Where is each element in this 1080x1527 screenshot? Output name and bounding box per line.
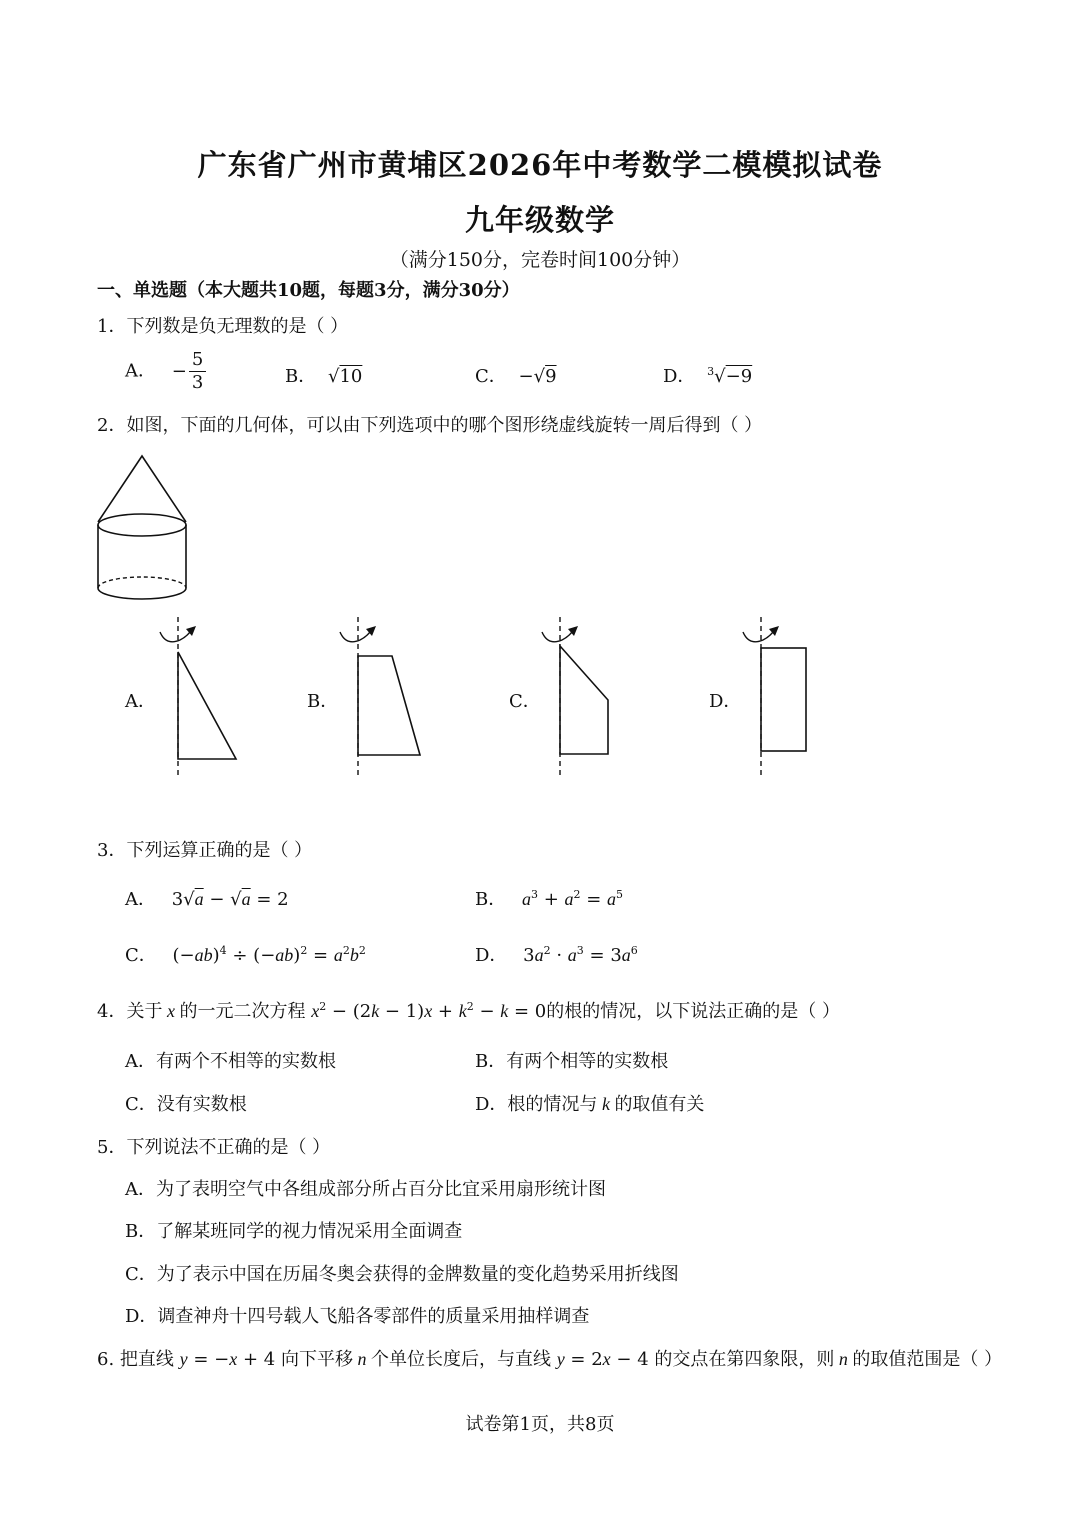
- q4-d-post: 的取值有关: [614, 1094, 705, 1115]
- q4-stem: 4．关于 x 的一元二次方程 $x^2 - (2k - 1)x + k^2 - k = 0$的根的情况，以下说法正确的是（ ）: [97, 1000, 840, 1022]
- q2-a-label: A．: [125, 691, 156, 712]
- q1-option-d: D． $^3$√−9: [663, 365, 753, 387]
- q3-option-d: D． $3a^2 \cdot a^3 = 3a^6$: [475, 944, 638, 966]
- q1-stem: 1．下列数是负无理数的是（ ）: [97, 316, 349, 337]
- exam-title: 广东省广州市黄埔区2026年中考数学二模模拟试卷: [197, 148, 883, 182]
- q3-c-label: C．: [125, 945, 157, 966]
- q2-solid-figure: [90, 450, 200, 600]
- q2-d-label: D．: [709, 691, 742, 712]
- q6-part3: 个单位长度后，与直线: [370, 1349, 551, 1370]
- q5-option-a: A．为了表明空气中各组成部分所占百分比宜采用扇形统计图: [125, 1179, 606, 1200]
- q1-c-label: C．: [475, 366, 507, 387]
- q5-option-d: D．调查神舟十四号载人飞船各零部件的质量采用抽样调查: [125, 1306, 590, 1327]
- q1-option-c: C． −√9: [475, 366, 557, 387]
- q1-a-label: A．: [125, 360, 156, 382]
- q6-part4: 的交点在第四象限，则: [654, 1349, 835, 1370]
- q5-option-c: C．为了表示中国在历届冬奥会获得的金牌数量的变化趋势采用折线图: [125, 1264, 679, 1285]
- q2-option-d-figure: [733, 612, 843, 782]
- q3-option-c: C． $(-ab)^4 \div (-ab)^2 = a^2b^2$: [125, 944, 366, 966]
- q2-b-label: B．: [307, 691, 339, 712]
- q3-b-label: B．: [475, 889, 507, 910]
- q1-option-a: A． − $\frac{5}{3}$: [125, 349, 208, 394]
- q2-option-a-figure: [150, 612, 260, 782]
- q1-a-denominator: 3: [191, 372, 204, 393]
- q6-part2: 向下平移: [280, 1349, 353, 1370]
- q1-d-value: −9: [725, 366, 753, 387]
- exam-subtitle: 九年级数学: [464, 203, 615, 237]
- page-footer: 试卷第1页，共8页: [465, 1414, 615, 1435]
- q4-option-c: C．没有实数根: [125, 1094, 247, 1115]
- section-heading: 一、单选题（本大题共10题，每题3分，满分30分）: [97, 280, 520, 301]
- q4-option-a: A．有两个不相等的实数根: [125, 1051, 336, 1072]
- q2-c-label: C．: [509, 691, 541, 712]
- q5-stem: 5．下列说法不正确的是（ ）: [97, 1137, 331, 1158]
- q3-option-a: A． 3√a − √a = 2: [125, 889, 289, 910]
- q4-option-d: D．根的情况与 k 的取值有关: [475, 1094, 705, 1115]
- q1-d-index: 3: [707, 365, 715, 378]
- q4-stem-mid: 的一元二次方程: [179, 1001, 306, 1022]
- q2-stem: 2．如图，下面的几何体，可以由下列选项中的哪个图形绕虚线旋转一周后得到（ ）: [97, 415, 763, 436]
- q6-part5: 的取值范围是（ ）: [852, 1349, 1003, 1370]
- q6-stem: 6. 把直线 y = −x + 4 向下平移 n 个单位长度后，与直线 y = 2x − 4 的交点在第四象限，则 n 的取值范围是（ ）: [97, 1349, 1003, 1370]
- exam-note: （满分150分，完卷时间100分钟）: [389, 249, 691, 271]
- q3-option-b: B． $a^3 + a^2 = a^5$: [475, 888, 624, 910]
- q1-a-numerator: 5: [189, 349, 206, 372]
- q1-c-value: 9: [545, 366, 557, 387]
- q4-stem-pre: 4．关于: [97, 1001, 163, 1022]
- q1-d-label: D．: [663, 366, 696, 387]
- q1-option-b: B． √10: [285, 366, 363, 387]
- q1-b-value: 10: [339, 366, 363, 387]
- q2-option-b-figure: [330, 612, 440, 782]
- q4-d-pre: D．根的情况与: [475, 1094, 598, 1115]
- q3-d-label: D．: [475, 945, 508, 966]
- q4-option-b: B．有两个相等的实数根: [475, 1051, 669, 1072]
- q5-option-b: B．了解某班同学的视力情况采用全面调查: [125, 1221, 463, 1242]
- q1-b-label: B．: [285, 366, 317, 387]
- q3-stem: 3．下列运算正确的是（ ）: [97, 840, 313, 861]
- q6-part1: 6. 把直线: [97, 1349, 174, 1370]
- q2-option-c-figure: [532, 612, 642, 782]
- q3-a-label: A．: [125, 889, 156, 910]
- q4-stem-post: 的根的情况，以下说法正确的是（ ）: [546, 1001, 840, 1022]
